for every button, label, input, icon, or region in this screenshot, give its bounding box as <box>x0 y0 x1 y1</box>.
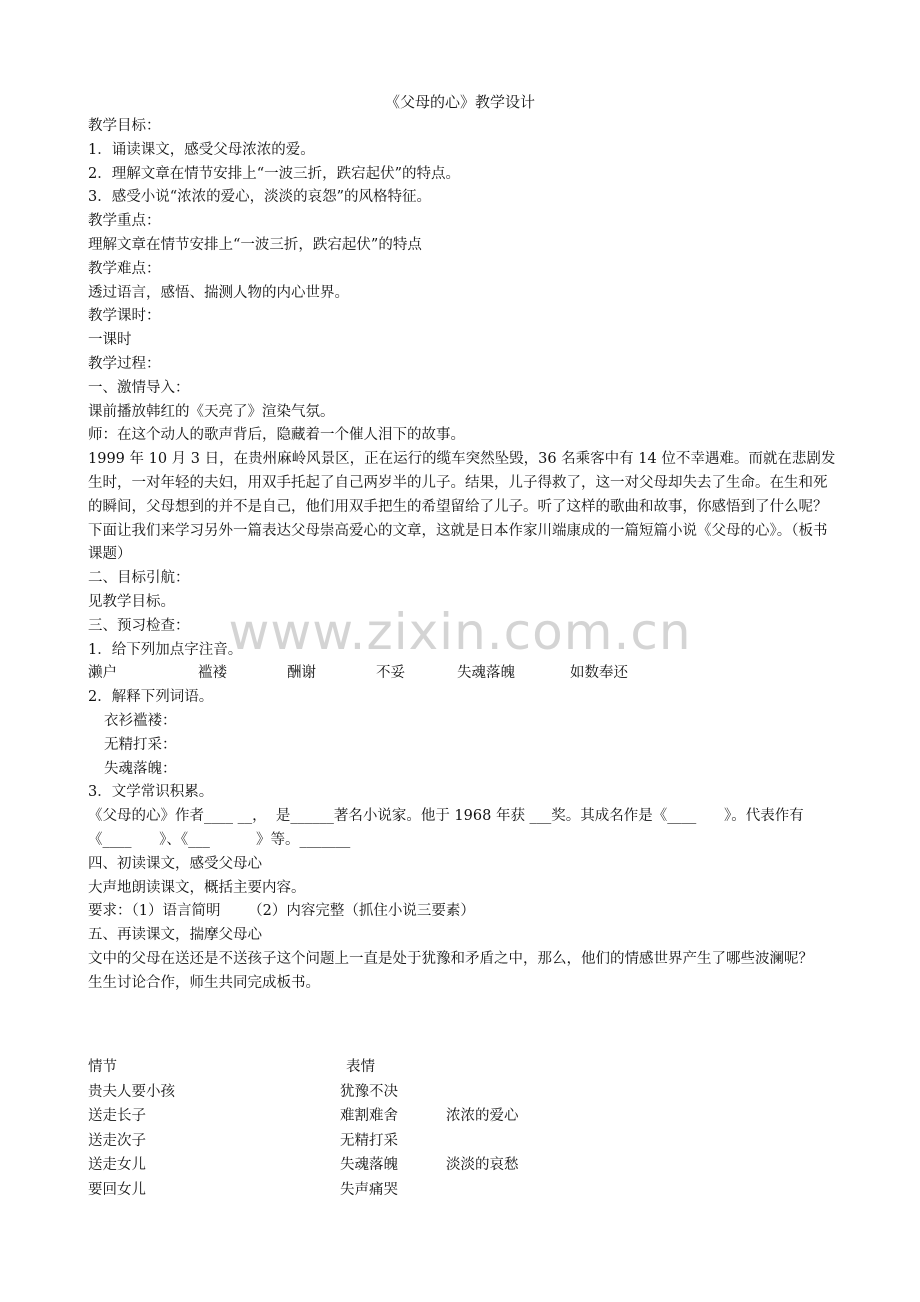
section-2-heading: 二、目标引航： <box>88 570 190 587</box>
pinyin-word: 如数奉还 <box>570 665 628 682</box>
pinyin-word: 失魂落魄 <box>457 665 515 682</box>
header-expression: 表情 <box>346 1059 375 1075</box>
section-4-heading: 四、初读课文，感受父母心 <box>88 855 262 872</box>
table-cell: 难割难舍 <box>340 1108 398 1125</box>
key-point-text: 理解文章在情节安排上“一波三折，跌宕起伏”的特点 <box>88 236 422 253</box>
table-row <box>88 1153 688 1178</box>
table-cell: 贵夫人要小孩 <box>88 1083 175 1100</box>
pinyin-word: 酬谢 <box>287 665 316 682</box>
table-cell: 送走次子 <box>88 1132 146 1149</box>
difficulty-text: 透过语言，感悟、揣测人物的内心世界。 <box>88 284 349 301</box>
goal-2: 2．理解文章在情节安排上“一波三折，跌宕起伏”的特点。 <box>88 165 461 182</box>
table-cell: 失魂落魄 <box>340 1157 398 1174</box>
section-4-requirements: 要求：（1）语言简明 （2）内容完整（抓住小说三要素） <box>88 903 475 920</box>
section-4-text: 大声地朗读课文，概括主要内容。 <box>88 879 306 896</box>
watermark: www.zixin.com.cn <box>228 603 692 661</box>
explain-word: 失魂落魄： <box>104 760 177 777</box>
table-cell: 送走长子 <box>88 1108 146 1125</box>
table-cell: 失声痛哭 <box>340 1181 398 1198</box>
table-row <box>88 1080 688 1105</box>
pinyin-word: 不妥 <box>376 665 405 682</box>
table-cell: 犹豫不决 <box>340 1083 398 1100</box>
explain-task: 2．解释下列词语。 <box>88 689 214 706</box>
pinyin-word: 濑户 <box>88 665 117 682</box>
explain-word: 无精打采： <box>104 736 177 753</box>
table-cell: 浓浓的爱心 <box>446 1108 519 1125</box>
table-header <box>88 1055 688 1080</box>
story-paragraph: 1999 年 10 月 3 日，在贵州麻岭风景区，正在运行的缆车突然坠毁，36 名乘客中有 14 位不幸遇难。而就在悲剧发生时，一对年轻的夫妇，用双手托起了自己两岁半的儿子。结果，儿子得救了，这一对父母却失去了生命。在生和死的瞬间，父母想到的并不是自己，他们用双手把生的希望留给了儿子。听了这样的歌曲和故事，你感悟到了什么呢？ <box>88 451 836 515</box>
table-cell: 送走女儿 <box>88 1157 146 1174</box>
heading-difficulty: 教学难点： <box>88 260 161 277</box>
literature-task: 3．文学常识积累。 <box>88 784 214 801</box>
section-5-paragraph: 文中的父母在送还是不送孩子这个问题上一直是处于犹豫和矛盾之中，那么，他们的情感世界产生了哪些波澜呢？ <box>88 950 813 967</box>
pinyin-word: 褴褛 <box>198 665 227 682</box>
pinyin-task: 1．给下列加点字注音。 <box>88 641 243 658</box>
section-1-heading: 一、激情导入： <box>88 379 190 396</box>
table-cell: 要回女儿 <box>88 1181 146 1198</box>
discussion-text: 生生讨论合作，师生共同完成板书。 <box>88 974 320 991</box>
heading-goals: 教学目标： <box>88 118 161 134</box>
heading-process: 教学过程： <box>88 355 161 372</box>
table-row <box>88 1129 688 1154</box>
board-table <box>88 1055 688 1203</box>
goal-1: 1．诵读课文，感受父母浓浓的爱。 <box>88 141 315 158</box>
table-cell: 无精打采 <box>340 1132 398 1149</box>
document-body <box>88 115 836 995</box>
header-plot: 情节 <box>88 1059 117 1075</box>
heading-key-point: 教学重点： <box>88 213 161 230</box>
pinyin-word-list <box>88 662 836 686</box>
periods-text: 一课时 <box>88 332 132 349</box>
page-title: 《父母的心》教学设计 <box>384 93 535 111</box>
table-row <box>88 1178 688 1203</box>
section-1-line-2: 师：在这个动人的歌声背后，隐藏着一个催人泪下的故事。 <box>88 427 465 444</box>
table-row <box>88 1104 688 1129</box>
section-1-line-1: 课前播放韩红的《天亮了》渲染气氛。 <box>88 403 335 420</box>
section-2-text: 见教学目标。 <box>88 593 175 610</box>
literature-paragraph: 《父母的心》作者____ __， 是______著名小说家。他于 1968 年获 ___奖。其成名作是《____ 》。代表作有《____ 》、《___ 》等。_______ <box>88 808 804 848</box>
heading-periods: 教学课时： <box>88 308 161 325</box>
goal-3: 3．感受小说“浓浓的爱心，淡淡的哀怨”的风格特征。 <box>88 189 432 206</box>
explain-word: 衣衫褴褛： <box>104 712 177 729</box>
intro-paragraph: 下面让我们来学习另外一篇表达父母崇高爱心的文章，这就是日本作家川端康成的一篇短篇小说《父母的心》。（板书课题） <box>88 522 828 563</box>
section-5-heading: 五、再读课文，揣摩父母心 <box>88 927 262 944</box>
table-cell: 淡淡的哀愁 <box>446 1157 519 1174</box>
section-3-heading: 三、预习检查： <box>88 617 190 634</box>
